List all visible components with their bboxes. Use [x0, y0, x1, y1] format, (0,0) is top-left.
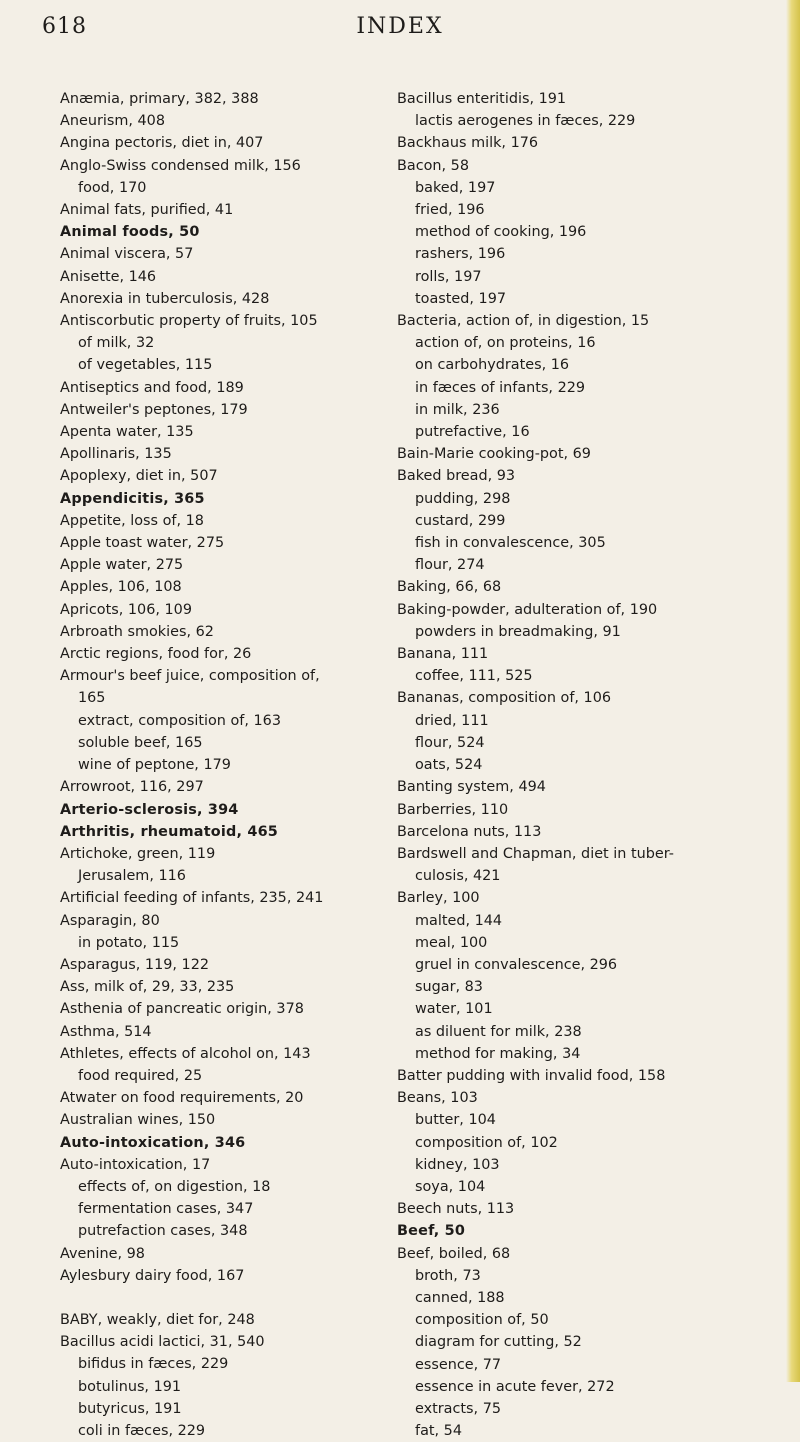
index-subentry: essence, 77 [415, 1356, 502, 1373]
index-entry: Appendicitis, 365 [60, 490, 205, 507]
index-entry: Bacillus enteritidis, 191 [397, 91, 567, 107]
index-entry: culosis, 421 [415, 868, 501, 885]
index-entry: Australian wines, 150 [60, 1112, 216, 1129]
index-entry: Athletes, effects of alcohol on, 143 [60, 1045, 311, 1062]
index-subentry: kidney, 103 [415, 1156, 500, 1173]
index-entry: Apenta water, 135 [60, 424, 194, 441]
index-subentry: broth, 73 [415, 1267, 481, 1284]
index-subentry: method of cooking, 196 [415, 224, 587, 241]
index-entry: Asparagus, 119, 122 [60, 956, 210, 973]
index-entry: Aneurism, 408 [60, 113, 165, 130]
index-entry: Baking-powder, adulteration of, 190 [397, 601, 658, 618]
index-entry: Animal fats, purified, 41 [60, 202, 234, 219]
index-column-left [60, 88, 415, 1442]
index-entry: Auto-intoxication, 346 [60, 1134, 246, 1151]
index-entry: Avenine, 98 [60, 1245, 145, 1262]
index-entry: Animal foods, 50 [60, 224, 200, 241]
index-entry: Asthenia of pancreatic origin, 378 [60, 1001, 304, 1018]
index-subentry: powders in breadmaking, 91 [415, 623, 621, 640]
index-entry: Bacillus acidi lactici, 31, 540 [60, 1334, 265, 1351]
index-subentry: diagram for cutting, 52 [415, 1334, 582, 1351]
index-subentry: food, 170 [78, 179, 147, 196]
index-subentry: butter, 104 [415, 1112, 496, 1129]
index-entry: Antweiler's peptones, 179 [60, 401, 248, 418]
index-entry: Anisette, 146 [60, 268, 157, 285]
index-entry: Appetite, loss of, 18 [60, 512, 204, 529]
index-subentry: flour, 524 [415, 734, 485, 751]
index-subentry: putrefaction cases, 348 [78, 1223, 248, 1240]
index-subentry: dried, 111 [415, 712, 489, 729]
index-entry: Asthma, 514 [60, 1023, 152, 1040]
index-entry: Beef, 50 [397, 1223, 466, 1240]
index-subentry: on carbohydrates, 16 [415, 357, 570, 374]
index-entry: Apple toast water, 275 [60, 535, 225, 552]
index-subentry: method for making, 34 [415, 1045, 581, 1062]
index-subentry: in potato, 115 [78, 934, 180, 951]
index-subentry: canned, 188 [415, 1289, 505, 1306]
index-subentry: rashers, 196 [415, 246, 506, 263]
index-subentry: as diluent for milk, 238 [415, 1023, 582, 1040]
index-entry: Apoplexy, diet in, 507 [60, 468, 218, 485]
index-subentry: soluble beef, 165 [78, 734, 203, 751]
index-entry: Artificial feeding of infants, 235, 241 [60, 890, 324, 907]
index-entry: Artichoke, green, 119 [60, 845, 216, 862]
index-entry: Banana, 111 [397, 646, 489, 663]
index-subentry: effects of, on digestion, 18 [78, 1178, 271, 1195]
index-subentry: fried, 196 [415, 202, 485, 219]
index-entry: Anæmia, primary, 382, 388 [60, 91, 259, 107]
index-entry: Arterio-sclerosis, 394 [60, 801, 239, 818]
index-entry: Beech nuts, 113 [397, 1201, 515, 1218]
index-entry: Apollinaris, 135 [60, 446, 172, 463]
index-subentry: baked, 197 [415, 179, 496, 196]
index-subentry: extract, composition of, 163 [78, 712, 281, 729]
index-subentry: composition of, 102 [415, 1134, 558, 1151]
index-entry: Anorexia in tuberculosis, 428 [60, 290, 270, 307]
index-subentry: water, 101 [415, 1001, 493, 1018]
index-subentry: soya, 104 [415, 1178, 486, 1195]
index-entry: Bain-Marie cooking-pot, 69 [397, 446, 591, 463]
index-subentry: action of, on proteins, 16 [415, 335, 596, 352]
index-subentry: putrefactive, 16 [415, 424, 530, 441]
index-subentry: lactis aerogenes in fæces, 229 [415, 113, 636, 130]
index-entry: Apples, 106, 108 [60, 579, 182, 596]
index-entry: Bacteria, action of, in digestion, 15 [397, 313, 650, 330]
index-subentry: coli in fæces, 229 [78, 1422, 206, 1439]
index-entry: BABY, weakly, diet for, 248 [60, 1311, 255, 1328]
index-subentry: pudding, 298 [415, 490, 511, 507]
index-entry: Beef, boiled, 68 [397, 1245, 511, 1262]
index-entry: Baking, 66, 68 [397, 579, 502, 596]
page-edge [786, 0, 800, 1382]
index-entry: Arctic regions, food for, 26 [60, 646, 252, 663]
index-entry: Apple water, 275 [60, 557, 184, 574]
index-subentry: botulinus, 191 [78, 1378, 182, 1395]
index-entry: Arbroath smokies, 62 [60, 623, 214, 640]
index-subentry: essence in acute fever, 272 [415, 1378, 615, 1395]
index-subentry: bifidus in fæces, 229 [78, 1356, 229, 1373]
index-entry: Banting system, 494 [397, 779, 546, 796]
index-entry: Armour's beef juice, composition of, [60, 668, 320, 685]
index-subentry: in fæces of infants, 229 [415, 379, 586, 396]
index-entry: Apricots, 106, 109 [60, 601, 192, 618]
index-subentry: composition of, 50 [415, 1312, 549, 1329]
running-head-title: INDEX [356, 14, 444, 39]
index-entry: Arthritis, rheumatoid, 465 [60, 823, 279, 840]
index-entry: Atwater on food requirements, 20 [60, 1090, 304, 1107]
index-entry: 165 [78, 690, 106, 707]
index-subentry: in milk, 236 [415, 401, 500, 418]
index-entry: Barley, 100 [397, 890, 480, 907]
index-subentry: Jerusalem, 116 [78, 868, 186, 885]
index-subentry: extracts, 75 [415, 1400, 502, 1417]
index-entry: Arrowroot, 116, 297 [60, 779, 204, 796]
index-entry: Ass, milk of, 29, 33, 235 [60, 979, 235, 996]
index-entry: Aylesbury dairy food, 167 [60, 1267, 245, 1284]
index-subentry: rolls, 197 [415, 268, 482, 285]
index-subentry: sugar, 83 [415, 979, 483, 996]
index-entry: Batter pudding with invalid food, 158 [397, 1067, 666, 1084]
index-subentry: toasted, 197 [415, 290, 507, 307]
index-subentry: wine of peptone, 179 [78, 757, 231, 774]
index-entry: Bananas, composition of, 106 [397, 690, 612, 707]
page-number: 618 [42, 14, 87, 39]
index-subentry: fat, 54 [415, 1423, 462, 1440]
index-entry: Antiseptics and food, 189 [60, 379, 244, 396]
index-entry: Anglo-Swiss condensed milk, 156 [60, 157, 301, 174]
index-subentry: oats, 524 [415, 757, 483, 774]
index-subentry: of milk, 32 [78, 335, 155, 352]
index-entry: Auto-intoxication, 17 [60, 1156, 211, 1173]
index-subentry: food required, 25 [78, 1067, 203, 1084]
index-subentry: meal, 100 [415, 934, 488, 951]
index-subentry: fish in convalescence, 305 [415, 535, 606, 552]
index-subentry: flour, 274 [415, 557, 485, 574]
index-subentry: custard, 299 [415, 512, 506, 529]
index-entry: Beans, 103 [397, 1090, 478, 1107]
index-entry: Animal viscera, 57 [60, 246, 194, 263]
index-entry: Barcelona nuts, 113 [397, 823, 542, 840]
index-entry: Antiscorbutic property of fruits, 105 [60, 313, 318, 330]
index-entry: Angina pectoris, diet in, 407 [60, 135, 264, 152]
index-subentry: coffee, 111, 525 [415, 668, 533, 685]
index-subentry: malted, 144 [415, 912, 503, 929]
index-entry: Baked bread, 93 [397, 468, 516, 485]
index-column-right [397, 88, 767, 1442]
index-entry: Asparagin, 80 [60, 912, 160, 929]
index-entry: Bardswell and Chapman, diet in tuber- [397, 845, 674, 862]
index-entry: Barberries, 110 [397, 801, 509, 818]
index-subentry: fermentation cases, 347 [78, 1201, 254, 1218]
index-subentry: of vegetables, 115 [78, 357, 213, 374]
index-entry: Bacon, 58 [397, 157, 469, 174]
index-subentry: gruel in convalescence, 296 [415, 956, 618, 973]
index-entry: Backhaus milk, 176 [397, 135, 539, 152]
index-subentry: butyricus, 191 [78, 1400, 182, 1417]
